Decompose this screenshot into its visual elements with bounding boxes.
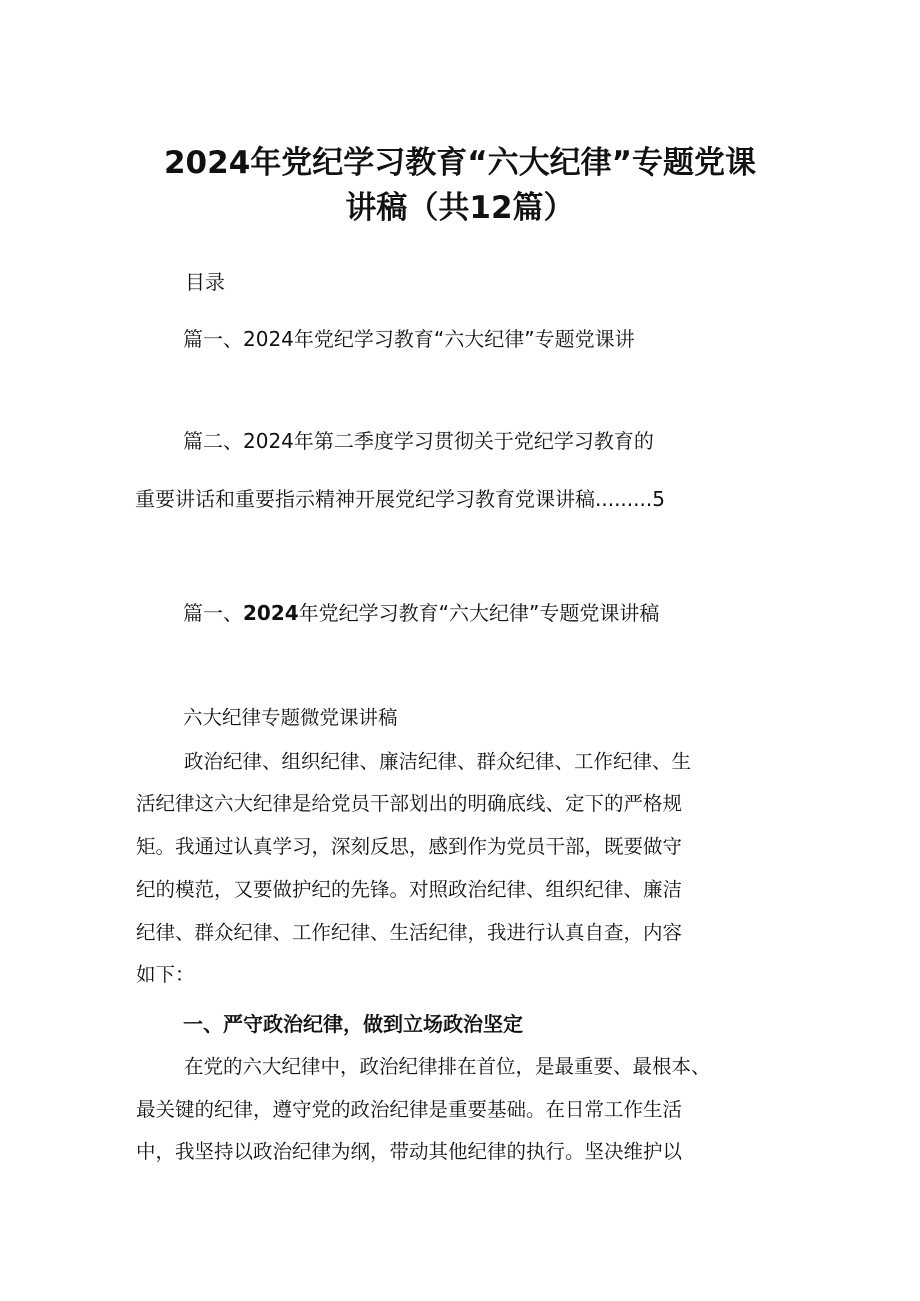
section-1-heading-year: 2024 — [243, 601, 299, 625]
point-1-paragraph-line: 最关键的纪律，遵守党的政治纪律是重要基础。在日常工作生活 — [136, 1098, 683, 1121]
point-1-heading: 一、严守政治纪律，做到立场政治坚定 — [183, 1012, 523, 1036]
intro-paragraph-line: 纪的模范，又要做护纪的先锋。对照政治纪律、组织纪律、廉洁 — [136, 878, 683, 901]
intro-paragraph-line: 如下： — [136, 963, 195, 986]
point-1-paragraph-line: 中，我坚持以政治纪律为纲，带动其他纪律的执行。坚决维护以 — [136, 1140, 683, 1163]
point-1-paragraph-line: 在党的六大纪律中，政治纪律排在首位，是最重要、最根本、 — [184, 1055, 711, 1078]
intro-paragraph-line: 政治纪律、组织纪律、廉洁纪律、群众纪律、工作纪律、生 — [184, 750, 692, 773]
toc-item-1[interactable]: 篇一、2024年党纪学习教育“六大纪律”专题党课讲 — [183, 327, 635, 351]
intro-paragraph-line: 纪律、群众纪律、工作纪律、生活纪律，我进行认真自查，内容 — [136, 921, 683, 944]
toc-label: 目录 — [185, 270, 225, 294]
section-1-heading-prefix: 篇一、 — [183, 601, 243, 625]
section-1-subtitle: 六大纪律专题微党课讲稿 — [183, 706, 398, 729]
section-1-heading-rest: 年党纪学习教育“六大纪律”专题党课讲稿 — [298, 601, 660, 625]
section-1-heading — [183, 598, 659, 628]
intro-paragraph-line: 矩。我通过认真学习，深刻反思，感到作为党员干部，既要做守 — [136, 835, 683, 858]
document-title-line-2: 讲稿（共12篇） — [345, 190, 575, 226]
toc-item-2-line-1[interactable]: 篇二、2024年第二季度学习贯彻关于党纪学习教育的 — [183, 429, 654, 453]
intro-paragraph-line: 活纪律这六大纪律是给党员干部划出的明确底线、定下的严格规 — [136, 792, 683, 815]
toc-item-2-line-2[interactable]: 重要讲话和重要指示精神开展党纪学习教育党课讲稿.........5 — [135, 487, 665, 511]
document-title-line-1: 2024年党纪学习教育“六大纪律”专题党课 — [163, 145, 757, 181]
